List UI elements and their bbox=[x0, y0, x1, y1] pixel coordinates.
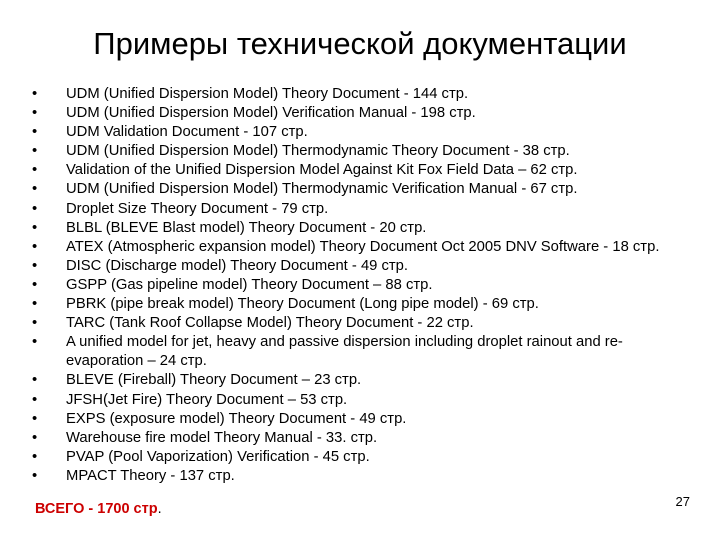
list-item-text: GSPP (Gas pipeline model) Theory Document – 88 стр. bbox=[66, 276, 433, 293]
list-item bbox=[32, 448, 692, 467]
bullet-icon: • bbox=[32, 162, 38, 179]
list-item bbox=[32, 257, 692, 276]
list-item-text: Validation of the Unified Dispersion Model Against Kit Fox Field Data – 62 стр. bbox=[66, 162, 578, 179]
list-item-text: MPACT Theory - 137 стр. bbox=[66, 467, 235, 484]
list-item bbox=[32, 276, 692, 295]
list-item bbox=[32, 161, 692, 180]
list-item-text: A unified model for jet, heavy and passive dispersion including droplet rainout and re-evaporation – 24 стр. bbox=[66, 334, 623, 370]
list-item bbox=[32, 333, 692, 371]
document-list bbox=[32, 85, 692, 486]
list-item bbox=[32, 314, 692, 333]
list-item-text: ATEX (Atmospheric expansion model) Theory Document Oct 2005 DNV Software - 18 стр. bbox=[66, 238, 660, 255]
list-item-text: TARC (Tank Roof Collapse Model) Theory Document - 22 стр. bbox=[66, 315, 474, 332]
bullet-icon: • bbox=[32, 257, 38, 274]
list-item-text: EXPS (exposure model) Theory Document - 49 стр. bbox=[66, 410, 407, 427]
list-item-text: BLEVE (Fireball) Theory Document – 23 стр. bbox=[66, 372, 362, 389]
list-item bbox=[32, 429, 692, 448]
bullet-icon: • bbox=[32, 124, 38, 141]
list-item bbox=[32, 467, 692, 486]
list-item-text: DISC (Discharge model) Theory Document - 49 стр. bbox=[66, 257, 409, 274]
list-item bbox=[32, 200, 692, 219]
bullet-icon: • bbox=[32, 105, 38, 122]
page-number: 27 bbox=[675, 494, 690, 509]
list-item-text: UDM (Unified Dispersion Model) Theory Document - 144 стр. bbox=[66, 86, 469, 102]
bullet-icon: • bbox=[32, 391, 38, 408]
bullet-icon: • bbox=[32, 143, 38, 160]
bullet-icon: • bbox=[32, 181, 38, 198]
list-item bbox=[32, 238, 692, 257]
list-item bbox=[32, 123, 692, 142]
slide-title: Примеры технической документации bbox=[93, 26, 627, 61]
total-suffix: . bbox=[157, 501, 162, 517]
bullet-icon: • bbox=[32, 238, 38, 255]
bullet-icon: • bbox=[32, 200, 38, 217]
bullet-icon: • bbox=[32, 315, 38, 332]
list-item bbox=[32, 391, 692, 410]
bullet-icon: • bbox=[32, 276, 38, 293]
total-pages bbox=[35, 500, 162, 519]
list-item-text: UDM Validation Document - 107 стр. bbox=[66, 124, 308, 141]
list-item bbox=[32, 85, 692, 104]
list-item bbox=[32, 295, 692, 314]
list-item bbox=[32, 104, 692, 123]
list-item-text: BLBL (BLEVE Blast model) Theory Document - 20 стр. bbox=[66, 219, 427, 236]
bullet-icon: • bbox=[32, 467, 38, 484]
list-item-text: UDM (Unified Dispersion Model) Thermodynamic Verification Manual - 67 стр. bbox=[66, 181, 578, 198]
bullet-icon: • bbox=[32, 448, 38, 465]
list-item-text: PBRK (pipe break model) Theory Document (Long pipe model) - 69 стр. bbox=[66, 296, 539, 313]
total-label: ВСЕГО - 1700 стр bbox=[35, 501, 158, 517]
list-item-text: Droplet Size Theory Document - 79 стр. bbox=[66, 200, 329, 217]
bullet-icon: • bbox=[32, 429, 38, 446]
list-item bbox=[32, 142, 692, 161]
list-item-text: JFSH(Jet Fire) Theory Document – 53 стр. bbox=[66, 391, 348, 408]
bullet-icon: • bbox=[32, 219, 38, 236]
list-item bbox=[32, 371, 692, 390]
bullet-icon: • bbox=[32, 410, 38, 427]
bullet-icon: • bbox=[32, 372, 38, 389]
list-item bbox=[32, 410, 692, 429]
list-item-text: PVAP (Pool Vaporization) Verification - 45 стр. bbox=[66, 448, 370, 465]
list-item bbox=[32, 180, 692, 199]
list-item bbox=[32, 219, 692, 238]
list-item-text: UDM (Unified Dispersion Model) Thermodynamic Theory Document - 38 стр. bbox=[66, 143, 570, 160]
bullet-icon: • bbox=[32, 296, 38, 313]
bullet-icon: • bbox=[32, 86, 38, 102]
list-item-text: Warehouse fire model Theory Manual - 33. стр. bbox=[66, 429, 378, 446]
bullet-icon: • bbox=[32, 334, 38, 351]
list-item-text: UDM (Unified Dispersion Model) Verification Manual - 198 стр. bbox=[66, 105, 476, 122]
